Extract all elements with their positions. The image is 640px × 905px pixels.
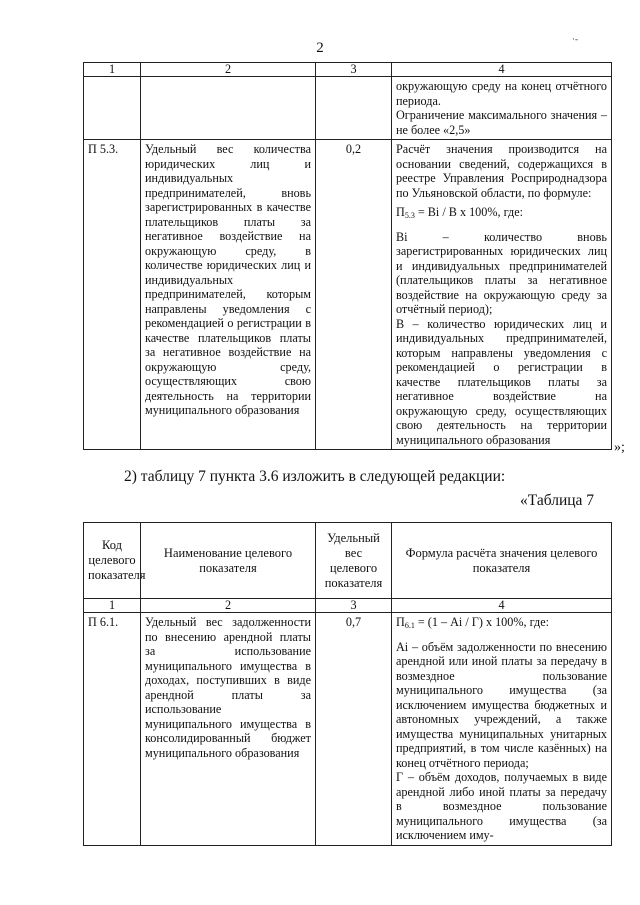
indicator-name: Удельный вес задолженности по внесению арендной платы за использование муниципального имущества в доходах, поступивших в виде арендной платы за использование муниципального имущества в консолидированный бюджет муниципального образования [141,613,316,846]
col-number: 1 [84,599,141,613]
header-row [84,523,612,599]
indicator-table-continued [83,62,612,450]
indicator-weight: 0,7 [316,613,392,846]
header-formula: Формула расчёта значения целевого показателя [392,523,612,599]
continuation-text: окружающую среду на конец отчётного периода. [396,79,607,108]
table-label: «Таблица 7 [520,492,595,509]
indicator-weight: 0,2 [316,140,392,450]
indicator-formula-cell [392,140,612,450]
col-number: 3 [316,63,392,77]
definition-ai: Аi – объём задолженности по внесению арендной или иной платы за передачу в возмездное пользование муниципального имущества (за исключением имущества бюджетных и автономных учреждений, а также имущества муниципальных унитарных предприятий, в том числе казённых) на конец отчётного периода; [396,639,607,770]
definition-b: В – количество юридических лиц и индивидуальных предпринимателей, которым направлены уведомления с рекомендацией о регистрации в качестве плательщиков платы за негативное воздействие на окружающую среду, осуществляющих свою деятельность на территории муниципального образования [396,316,607,447]
column-number-row [84,599,612,613]
col-number: 2 [141,599,316,613]
indicator-code: П 5.3. [84,140,141,450]
continuation-cell [392,77,612,140]
header-code: Код целевого показателя [84,523,141,599]
col-number: 2 [141,63,316,77]
col-number: 3 [316,599,392,613]
table-row [84,140,612,450]
instruction-text: 2) таблицу 7 пункта 3.6 изложить в следующей редакции: [124,468,506,485]
indicator-code: П 6.1. [84,613,141,846]
col-number: 1 [84,63,141,77]
col-number: 4 [392,599,612,613]
closing-quote: »; [614,440,625,455]
formula-intro: Расчёт значения производится на основании сведений, содержащихся в реестре Управления Росприроднадзора по Ульяновской области, по формуле: [396,142,607,200]
table-row [84,613,612,846]
definition-g: Г – объём доходов, получаемых в виде арендной либо иной платы за передачу в возмездное пользование муниципального имущества (за исключением иму- [396,770,607,842]
header-weight: Удельный вес целевого показателя [316,523,392,599]
formula: $П_{5.3}$ = Вi / В х 100%, где: [396,205,524,220]
limit-text: Ограничение максимального значения – не более «2,5» [396,108,607,137]
indicator-name: Удельный вес количества юридических лиц и индивидуальных предпринимателей, вновь зарегистрированных в качестве плательщиков платы за негативное воздействие на окружающую среду, в количестве юридических лиц и индивидуальных предпринимателей, которым направлены уведомления с рекомендацией о регистрации в качестве плательщиков платы за негативное воздействие на окружающую среду, осуществляющих свою деятельность на территории муниципального образования [141,140,316,450]
formula: $П_{6.1} = (1$ – Аi / Г) х 100%, где: [396,615,549,630]
indicator-formula-cell [392,613,612,846]
column-number-row [84,63,612,77]
continuation-row [84,77,612,140]
corner-mark: ·- [572,34,578,44]
definition-bi: Вi – количество вновь зарегистрированных юридических лиц и индивидуальных предпринимателей (плательщиков платы за негативное воздействие на окружающую среду за отчётный период); [396,229,607,316]
header-name: Наименование целевого показателя [141,523,316,599]
indicator-table-7 [83,522,612,846]
page-number: 2 [316,40,324,56]
col-number: 4 [392,63,612,77]
